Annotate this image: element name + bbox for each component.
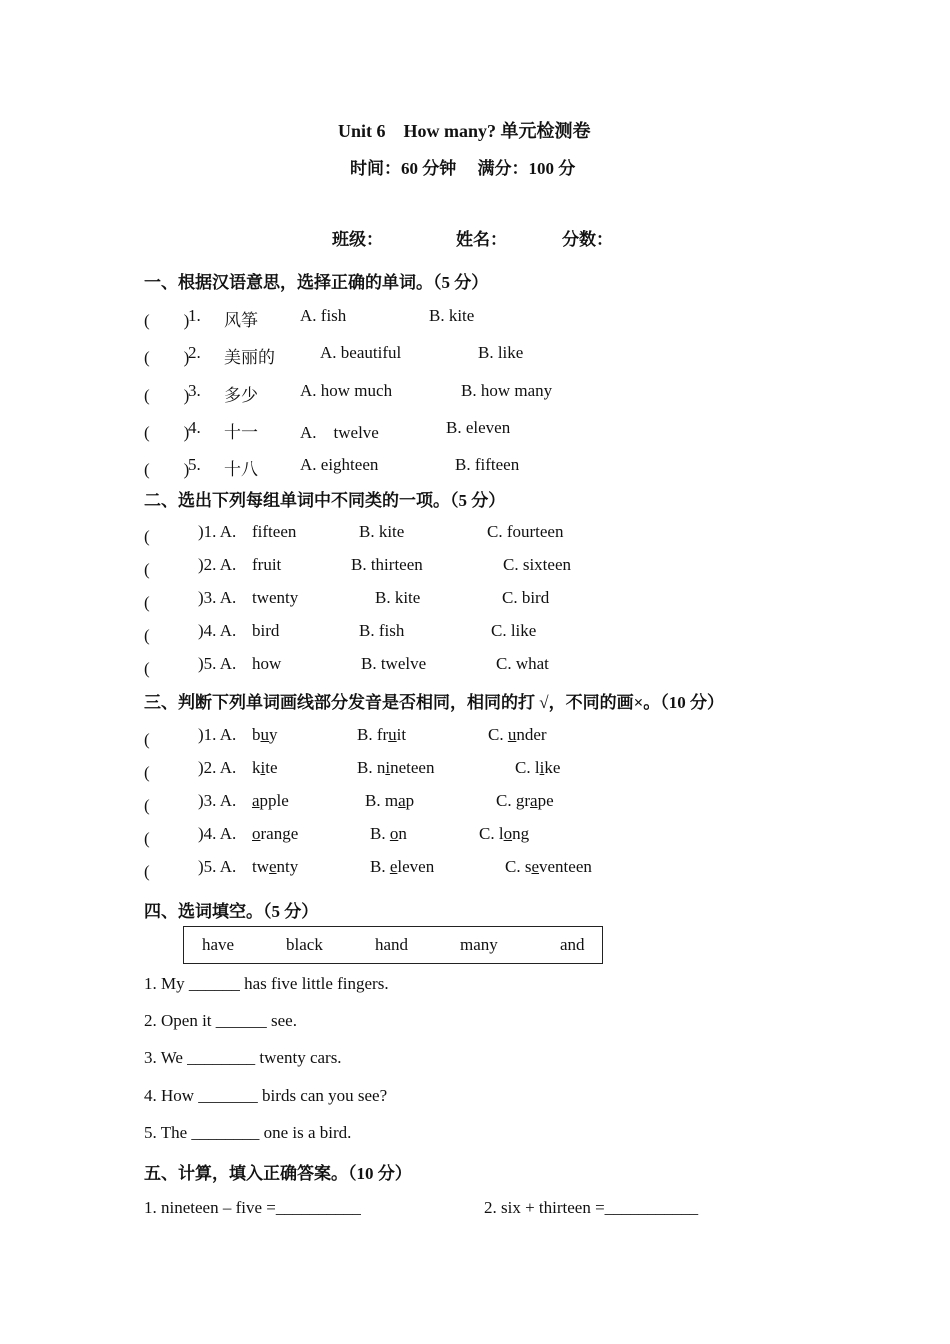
item-number: )3. A. bbox=[198, 588, 237, 607]
item-number: 4. bbox=[188, 418, 201, 437]
answer-blank[interactable]: ( bbox=[144, 593, 184, 612]
underlined-letter: i bbox=[260, 758, 266, 777]
answer-blank[interactable]: ( bbox=[144, 730, 184, 749]
word-bank bbox=[183, 926, 603, 964]
option-a: twenty bbox=[252, 588, 299, 607]
s1-item bbox=[144, 418, 844, 444]
item-number: )4. A. bbox=[198, 621, 237, 640]
word-bank-item: and bbox=[560, 935, 585, 954]
option-a: orange bbox=[252, 824, 299, 843]
fill-sentence[interactable]: 1. My ______ has five little fingers. bbox=[144, 974, 389, 993]
calc-question-1[interactable]: 1. nineteen – five =__________ bbox=[144, 1198, 361, 1217]
option-b: B. map bbox=[365, 791, 415, 810]
option-c: C. sixteen bbox=[503, 555, 571, 574]
answer-blank[interactable]: ( ) bbox=[144, 348, 190, 367]
option-b: B. kite bbox=[429, 306, 475, 325]
answer-blank[interactable]: ( ) bbox=[144, 460, 190, 479]
answer-blank[interactable]: ( bbox=[144, 659, 184, 678]
item-number: )1. A. bbox=[198, 725, 237, 744]
word-bank-item: have bbox=[202, 935, 235, 954]
item-number: 3. bbox=[188, 381, 201, 400]
item-number: 1. bbox=[188, 306, 201, 325]
option-a: A. beautiful bbox=[320, 343, 402, 362]
s3-item bbox=[144, 824, 844, 850]
answer-blank[interactable]: ( bbox=[144, 829, 184, 848]
score-label: 分数： bbox=[562, 230, 613, 249]
s2-item bbox=[144, 555, 844, 581]
item-number: 5. bbox=[188, 455, 201, 474]
underlined-letter: o bbox=[252, 824, 261, 843]
word-bank-item: black bbox=[286, 935, 323, 954]
underlined-letter: a bbox=[252, 791, 260, 810]
chinese-word: 多少 bbox=[224, 386, 258, 405]
underlined-letter: u bbox=[507, 725, 517, 744]
underlined-letter: a bbox=[398, 791, 406, 810]
section2-heading: 二、选出下列每组单词中不同类的一项。（5 分） bbox=[144, 491, 506, 510]
option-c: C. like bbox=[491, 621, 537, 640]
s1-item bbox=[144, 343, 844, 369]
item-number: )2. A. bbox=[198, 758, 237, 777]
item-number: )2. A. bbox=[198, 555, 237, 574]
underlined-letter: i bbox=[539, 758, 545, 777]
answer-blank[interactable]: ( bbox=[144, 796, 184, 815]
word-bank-item: many bbox=[460, 935, 498, 954]
answer-blank[interactable]: ( ) bbox=[144, 423, 190, 442]
fill-sentence[interactable]: 4. How _______ birds can you see? bbox=[144, 1086, 388, 1105]
underlined-letter: a bbox=[530, 791, 538, 810]
option-b: B. fish bbox=[359, 621, 405, 640]
option-a: how bbox=[252, 654, 282, 673]
option-a: A. fish bbox=[300, 306, 347, 325]
option-a: fruit bbox=[252, 555, 282, 574]
page-title: Unit 6 How many? 单元检测卷 bbox=[338, 121, 591, 141]
underlined-letter: e bbox=[389, 857, 398, 876]
section1-heading: 一、根据汉语意思，选择正确的单词。（5 分） bbox=[144, 273, 489, 292]
chinese-word: 风筝 bbox=[224, 311, 258, 330]
underlined-letter: o bbox=[503, 824, 513, 843]
option-a: A. eighteen bbox=[300, 455, 379, 474]
option-b: B. fifteen bbox=[455, 455, 520, 474]
option-a: twenty bbox=[252, 857, 299, 876]
option-c: C. like bbox=[515, 758, 561, 777]
word-bank-item: hand bbox=[375, 935, 409, 954]
underlined-letter: e bbox=[531, 857, 540, 876]
option-c: C. grape bbox=[496, 791, 554, 810]
option-b: B. eleven bbox=[446, 418, 511, 437]
answer-blank[interactable]: ( bbox=[144, 527, 184, 546]
underlined-letter: u bbox=[388, 725, 397, 744]
time-score-info: 时间：60 分钟 满分：100 分 bbox=[350, 159, 576, 178]
option-a: kite bbox=[252, 758, 278, 777]
fill-sentence[interactable]: 5. The ________ one is a bird. bbox=[144, 1123, 352, 1142]
option-b: B. like bbox=[478, 343, 524, 362]
answer-blank[interactable]: ( bbox=[144, 763, 184, 782]
s1-item bbox=[144, 455, 844, 481]
underlined-letter: o bbox=[389, 824, 399, 843]
answer-blank[interactable]: ( bbox=[144, 560, 184, 579]
option-c: C. long bbox=[479, 824, 530, 843]
option-a: fifteen bbox=[252, 522, 297, 541]
s2-item bbox=[144, 522, 844, 548]
option-a: bird bbox=[252, 621, 280, 640]
option-b: B. how many bbox=[461, 381, 553, 400]
option-a: buy bbox=[252, 725, 278, 744]
fill-sentence[interactable]: 2. Open it ______ see. bbox=[144, 1011, 297, 1030]
option-c: C. bird bbox=[502, 588, 550, 607]
item-number: 2. bbox=[188, 343, 201, 362]
option-b: B. nineteen bbox=[357, 758, 435, 777]
answer-blank[interactable]: ( ) bbox=[144, 311, 190, 330]
chinese-word: 十一 bbox=[224, 423, 258, 442]
option-b: B. eleven bbox=[370, 857, 435, 876]
section3-heading: 三、判断下列单词画线部分发音是否相同，相同的打 √，不同的画×。（10 分） bbox=[144, 693, 725, 712]
option-c: C. fourteen bbox=[487, 522, 564, 541]
calc-question-2[interactable]: 2. six + thirteen =___________ bbox=[484, 1198, 699, 1217]
s2-item bbox=[144, 621, 844, 647]
answer-blank[interactable]: ( ) bbox=[144, 386, 190, 405]
option-a: apple bbox=[252, 791, 289, 810]
s1-item bbox=[144, 381, 844, 407]
option-b: B. twelve bbox=[361, 654, 427, 673]
option-b: B. kite bbox=[359, 522, 405, 541]
chinese-word: 十八 bbox=[224, 460, 258, 479]
item-number: )5. A. bbox=[198, 857, 237, 876]
item-number: )3. A. bbox=[198, 791, 237, 810]
s2-item bbox=[144, 654, 844, 680]
s3-item bbox=[144, 791, 844, 817]
class-label: 班级： bbox=[332, 230, 383, 249]
item-number: )1. A. bbox=[198, 522, 237, 541]
answer-blank[interactable]: ( bbox=[144, 626, 184, 645]
section4-heading: 四、选词填空。（5 分） bbox=[144, 902, 319, 921]
option-a: A. twelve bbox=[300, 423, 379, 442]
underlined-letter: i bbox=[385, 758, 391, 777]
underlined-letter: e bbox=[269, 857, 277, 876]
item-number: )4. A. bbox=[198, 824, 237, 843]
option-c: C. what bbox=[496, 654, 549, 673]
option-b: B. fruit bbox=[357, 725, 407, 744]
s3-item bbox=[144, 857, 844, 883]
fill-sentence[interactable]: 3. We ________ twenty cars. bbox=[144, 1048, 342, 1067]
s3-item bbox=[144, 758, 844, 784]
option-b: B. thirteen bbox=[351, 555, 423, 574]
chinese-word: 美丽的 bbox=[224, 348, 275, 367]
option-b: B. on bbox=[370, 824, 407, 843]
underlined-letter: u bbox=[260, 725, 269, 744]
s2-item bbox=[144, 588, 844, 614]
option-c: C. seventeen bbox=[505, 857, 592, 876]
section5-heading: 五、计算，填入正确答案。（10 分） bbox=[144, 1164, 412, 1183]
option-c: C. under bbox=[488, 725, 547, 744]
s1-item bbox=[144, 306, 844, 332]
item-number: )5. A. bbox=[198, 654, 237, 673]
s3-item bbox=[144, 725, 844, 751]
answer-blank[interactable]: ( bbox=[144, 862, 184, 881]
option-a: A. how much bbox=[300, 381, 393, 400]
name-label: 姓名： bbox=[456, 230, 507, 249]
option-b: B. kite bbox=[375, 588, 421, 607]
